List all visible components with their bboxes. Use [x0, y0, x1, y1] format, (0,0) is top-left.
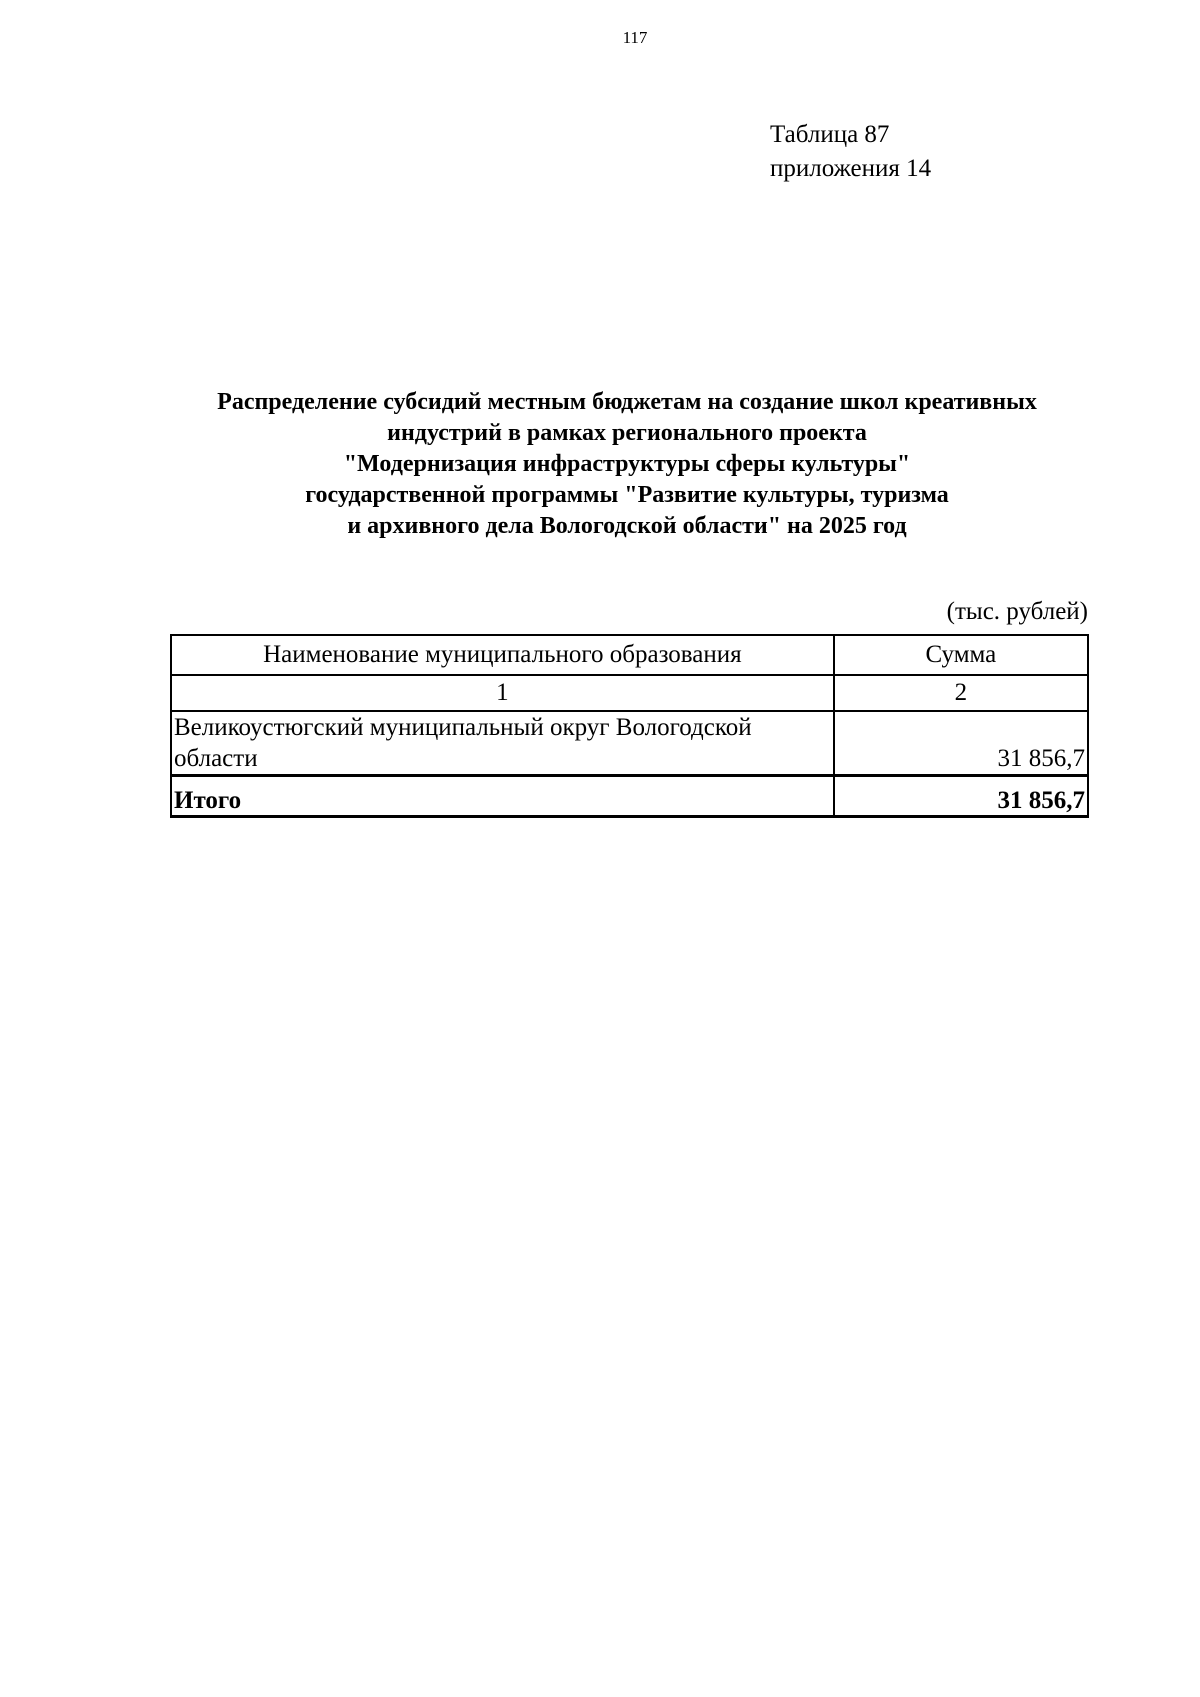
title-line: "Модернизация инфраструктуры сферы культуры": [343, 451, 911, 477]
table-ref-line-1: Таблица 87: [770, 121, 890, 148]
table-ref-line-2: приложения 14: [770, 155, 932, 182]
total-label: Итого: [171, 776, 834, 817]
column-number-2: 2: [834, 675, 1088, 711]
units-label: (тыс. рублей): [946, 598, 1088, 625]
table-row: [171, 711, 1088, 776]
title-line: государственной программы "Развитие культуры, туризма: [305, 482, 949, 508]
table-reference: [770, 118, 931, 186]
total-row: [171, 776, 1088, 817]
title-line: и архивного дела Вологодской области" на 2025 год: [347, 513, 907, 539]
municipality-amount: 31 856,7: [834, 711, 1088, 776]
title-line: Распределение субсидий местным бюджетам на создание школ креативных: [217, 389, 1037, 415]
municipality-name-line-1: Великоустюгский муниципальный округ Вологодской: [174, 714, 752, 741]
column-number-row: [171, 675, 1088, 711]
municipality-name-line-2: области: [174, 745, 258, 772]
total-amount: 31 856,7: [834, 776, 1088, 817]
page-number: 117: [622, 28, 648, 47]
column-number-1: 1: [171, 675, 834, 711]
header-name: Наименование муниципального образования: [171, 635, 834, 675]
header-sum: Сумма: [834, 635, 1088, 675]
title-line: индустрий в рамках регионального проекта: [387, 420, 867, 446]
table-header-row: [171, 635, 1088, 675]
document-title: [170, 387, 1084, 542]
municipality-name: [171, 711, 834, 776]
subsidy-table: [170, 634, 1089, 818]
